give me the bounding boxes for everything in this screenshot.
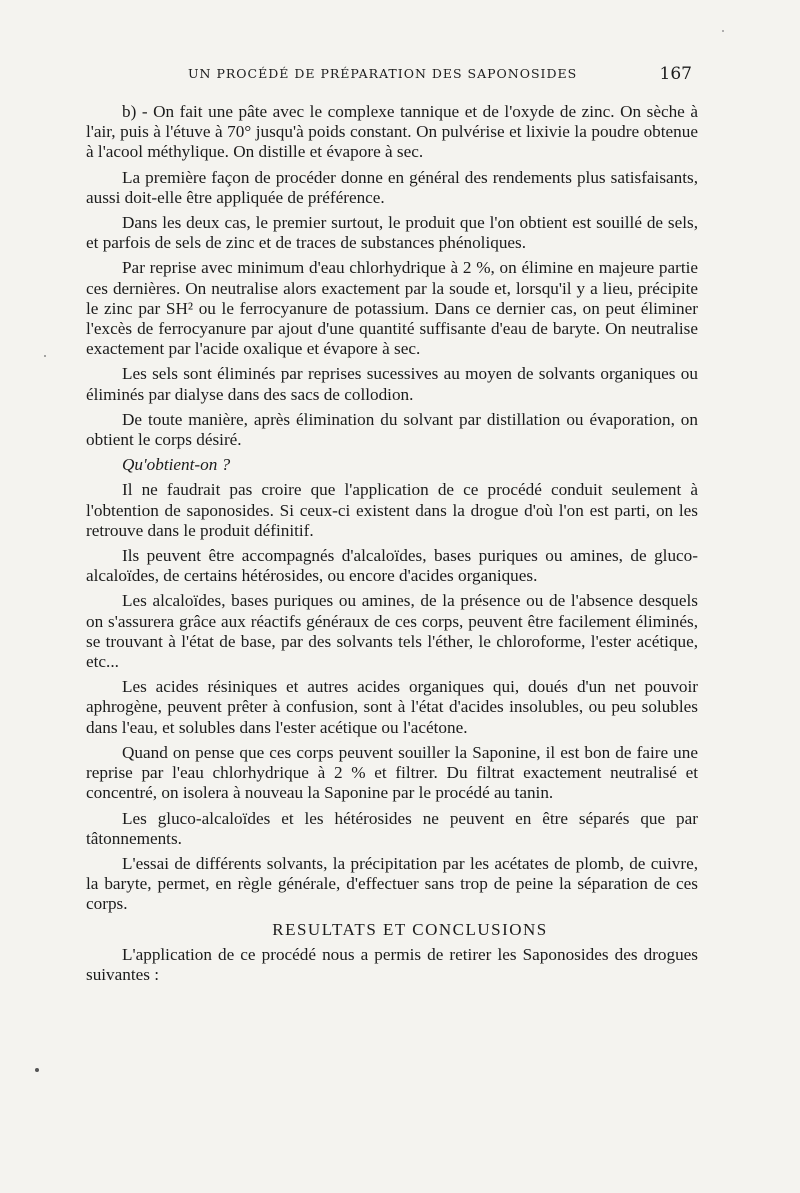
paragraph: Ils peuvent être accompagnés d'alcaloïdes, bases puriques ou amines, de gluco-alcaloïdes, de certains hétérosides, ou encore d'acides organiques. [86, 546, 698, 586]
paragraph: De toute manière, après élimination du solvant par distillation ou évaporation, on obtient le corps désiré. [86, 409, 698, 450]
scan-speck [44, 355, 46, 357]
running-head [88, 66, 700, 88]
paragraph: Les acides résiniques et autres acides organiques qui, doués d'un net pouvoir aphrogène, peuvent prêter à confusion, sont à l'état d'acides insolubles, ou peu solubles dans l'eau, et solubles dans l'ester acétique ou l'acétone. [86, 677, 698, 737]
paragraph: Il ne faudrait pas croire que l'application de ce procédé conduit seulement à l'obtention de saponosides. Si ceux-ci existent dans la drogue d'où l'on est parti, on les retrouve dans le produit définitif. [86, 480, 698, 540]
paragraph: Par reprise avec minimum d'eau chlorhydrique à 2 %, on élimine en majeure partie ces dernières. On neutralise alors exactement par la soude et, lorsqu'il y a lieu, précipite le zinc par SH² ou le ferrocyanure de potassium. Dans ce dernier cas, on peut éliminer l'excès de ferrocyanure par ajout d'une quantité suffisante d'eau de baryte. On neutralise exactement par l'acide oxalique et évapore à sec. [86, 258, 698, 359]
body-text [86, 102, 698, 990]
scan-speck [722, 30, 724, 32]
paragraph: Quand on pense que ces corps peuvent souiller la Saponine, il est bon de faire une reprise par l'eau chlorhydrique à 2 % et filtrer. Du filtrat exactement neutralisé et concentré, on isolera à nouveau la Saponine par le procédé au tanin. [86, 742, 698, 803]
scan-speck [35, 1068, 39, 1072]
running-title: UN PROCÉDÉ DE PRÉPARATION DES SAPONOSIDES [188, 66, 578, 81]
section-title: RESULTATS ET CONCLUSIONS [272, 919, 548, 939]
paragraph: Les gluco-alcaloïdes et les hétérosides ne peuvent en être séparés que par tâtonnements. [86, 808, 698, 848]
paragraph: La première façon de procéder donne en général des rendements plus satisfaisants, aussi doit-elle être appliquée de préférence. [86, 167, 698, 207]
paragraph: L'application de ce procédé nous a permis de retirer les Saponosides des drogues suivantes : [86, 944, 698, 984]
page-number: 167 [659, 64, 692, 84]
paragraph: Les alcaloïdes, bases puriques ou amines, de la présence ou de l'absence desquels on s'assurera grâce aux réactifs généraux de ces corps, peuvent être facilement éliminés, se trouvant à l'état de base, par des solvants tels l'éther, le chloroforme, l'ester acétique, etc... [86, 591, 698, 672]
paragraph: L'essai de différents solvants, la précipitation par les acétates de plomb, de cuivre, la baryte, permet, en règle générale, d'effectuer sans trop de peine la séparation de ces corps. [86, 853, 698, 914]
paragraph-b-method: b) - On fait une pâte avec le complexe tannique et de l'oxyde de zinc. On sèche à l'air, puis à l'étuve à 70° jusqu'à poids constant. On pulvérise et lixivie la poudre obtenue à l'acool méthylique. On distille et évapore à sec. [86, 102, 698, 162]
paragraph: Dans les deux cas, le premier surtout, le produit que l'on obtient est souillé de sels, et parfois de sels de zinc et de traces de substances phénoliques. [86, 213, 698, 253]
paragraph: Les sels sont éliminés par reprises sucessives au moyen de solvants organiques ou éliminés par dialyse dans des sacs de collodion. [86, 364, 698, 404]
subheading: Qu'obtient-on ? [122, 455, 231, 475]
